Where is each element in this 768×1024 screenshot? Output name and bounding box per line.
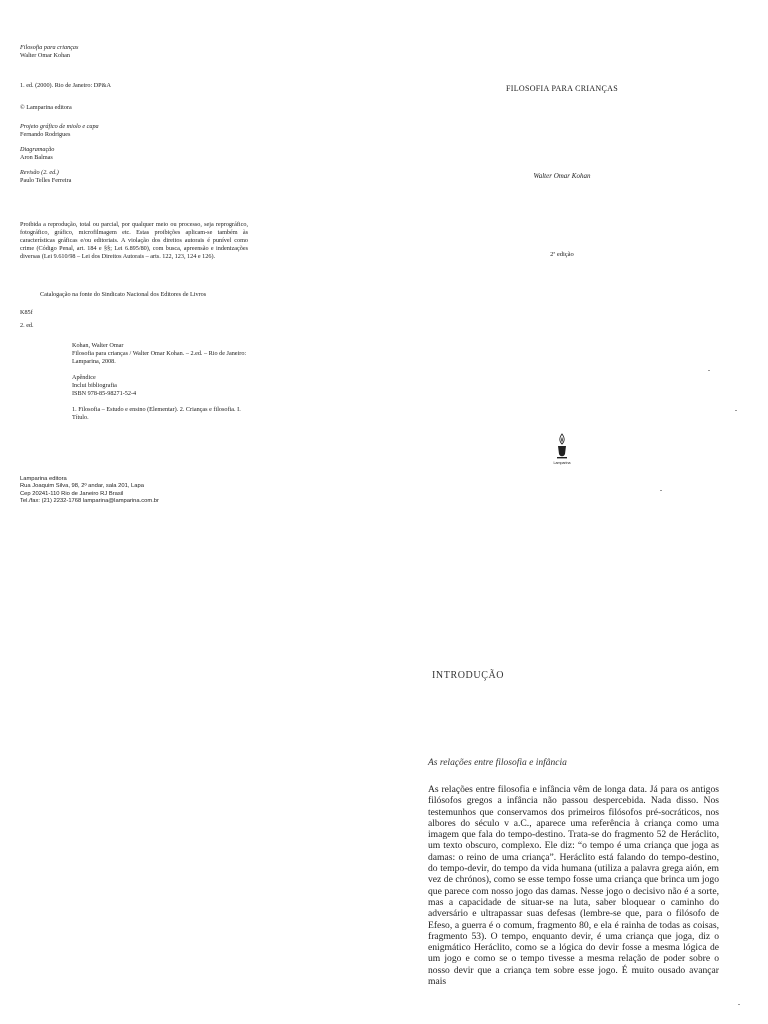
credit-role: Projeto gráfico de miolo e capa: [20, 123, 99, 130]
lamp-icon: [550, 432, 574, 462]
card-publication: Filosofia para crianças / Walter Omar Kohan. – 2.ed. – Rio de Janeiro: Lamparina, 2008.: [72, 350, 247, 365]
card-subjects: 1. Filosofia – Estudo e ensino (Elementar). 2. Crianças e filosofia. I. Título.: [72, 406, 241, 421]
card-notes: Apêndice Inclui bibliografia ISBN 978-85-98271-52-4: [72, 374, 137, 397]
copyright-notice: © Lamparina editora: [20, 104, 72, 111]
credit-revision: [20, 169, 250, 185]
book-title: Filosofia para crianças: [20, 44, 79, 51]
credit-name: Aron Balmas: [20, 154, 53, 161]
credit-name: Fernando Rodrigues: [20, 131, 71, 138]
title-page-edition: 2ª edição: [550, 251, 574, 258]
catalog-card: [72, 342, 252, 422]
edition-history: 1. ed. (2000). Rio de Janeiro: DP&A: [20, 82, 111, 89]
intro-body-text: As relações entre filosofia e infância vêm de longa data. Já para os antigos filósofos gregos a infância não passou despercebida. Nada disso. Nos testemunhos que conservamos dos primeiros filósofos pré-socráticos, nos albores do século v a.C., aparece uma referência à criança como uma imagem que fala do tempo-destino. Trata-se do fragmento 52 de Heráclito, um texto obscuro, complexo. Ele diz: “o tempo é uma criança que joga as damas: o reino de uma criança”. Heráclito está falando do tempo-destino, do tempo-devir, do tempo da vida humana (utiliza a palavra grega aión, em vez de chrónos), como se esse tempo fosse uma criança que brinca um jogo que parece com nosso jogo das damas. Nesse jogo o decisivo não é a sorte, mas a capacidade de situar-se na luta, saber bloquear o caminho do adversário e ultrapassar suas defesas (lembre-se que, para o filósofo de Efeso, a guerra é o comum, fragmento 80, e ela é rainha de todas as coisas, fragmento 53). O tempo, enquanto devir, é uma criança que joga, diz o enigmático Heráclito, como se a lógica do devir fosse a mesma lógica de um jogo e como se o tempo tivesse a mesma relação de poder sobre o nosso devir que a criança tem sobre esse jogo. É muito ousado avançar mais: [428, 784, 719, 988]
catalog-heading: Catalogação na fonte do Sindicato Nacional dos Editores de Livros: [40, 291, 207, 298]
logo-label: Lamparina: [553, 461, 571, 465]
call-number: K85f: [20, 309, 33, 316]
scan-speck: [708, 370, 710, 371]
title-page-title: FILOSOFIA PARA CRIANÇAS: [506, 84, 618, 93]
book-author: Walter Omar Kohan: [20, 52, 71, 59]
credit-name: Paulo Telles Ferreira: [20, 177, 72, 184]
intro-heading: INTRODUÇÃO: [432, 670, 505, 681]
card-author: Kohan, Walter Omar: [72, 342, 124, 349]
scan-speck: [735, 410, 737, 411]
credit-design: [20, 123, 250, 139]
edition-short: 2. ed.: [20, 322, 34, 329]
rights-notice: Proibida a reprodução, total ou parcial, por qualquer meio ou processo, seja reprográfico, fotográfico, gráfico, microfilmagem etc. Estas proibições aplicam-se também às características gráficas e/ou editoriais. A violação dos direitos autorais é punível como crime (Código Penal, art. 184 e §§; Lei 6.895/80), com busca, apreensão e indenizações diversas (Lei 9.610/98 – Lei dos Direitos Autorais – arts. 122, 123, 124 e 126).: [20, 221, 248, 260]
credit-layout: [20, 146, 250, 162]
publisher-address: Lamparina editora Rua Joaquim Silva, 98, 2º andar, sala 201, Lapa Cep 20241-110 Rio de Janeiro RJ Brasil Tel./fax: (21) 2232-1768 lamparina@lamparina.com.br: [20, 476, 159, 505]
book-info: [20, 44, 78, 60]
title-page-author: Walter Omar Kohan: [533, 172, 591, 180]
intro-subheading: As relações entre filosofia e infância: [428, 758, 567, 768]
scan-speck: [660, 490, 662, 491]
credit-role: Diagramação: [20, 146, 55, 153]
publisher-logo: [550, 432, 574, 472]
scan-speck: [738, 1004, 740, 1005]
credits-list: [20, 123, 250, 192]
credit-role: Revisão (2. ed.): [20, 169, 59, 176]
